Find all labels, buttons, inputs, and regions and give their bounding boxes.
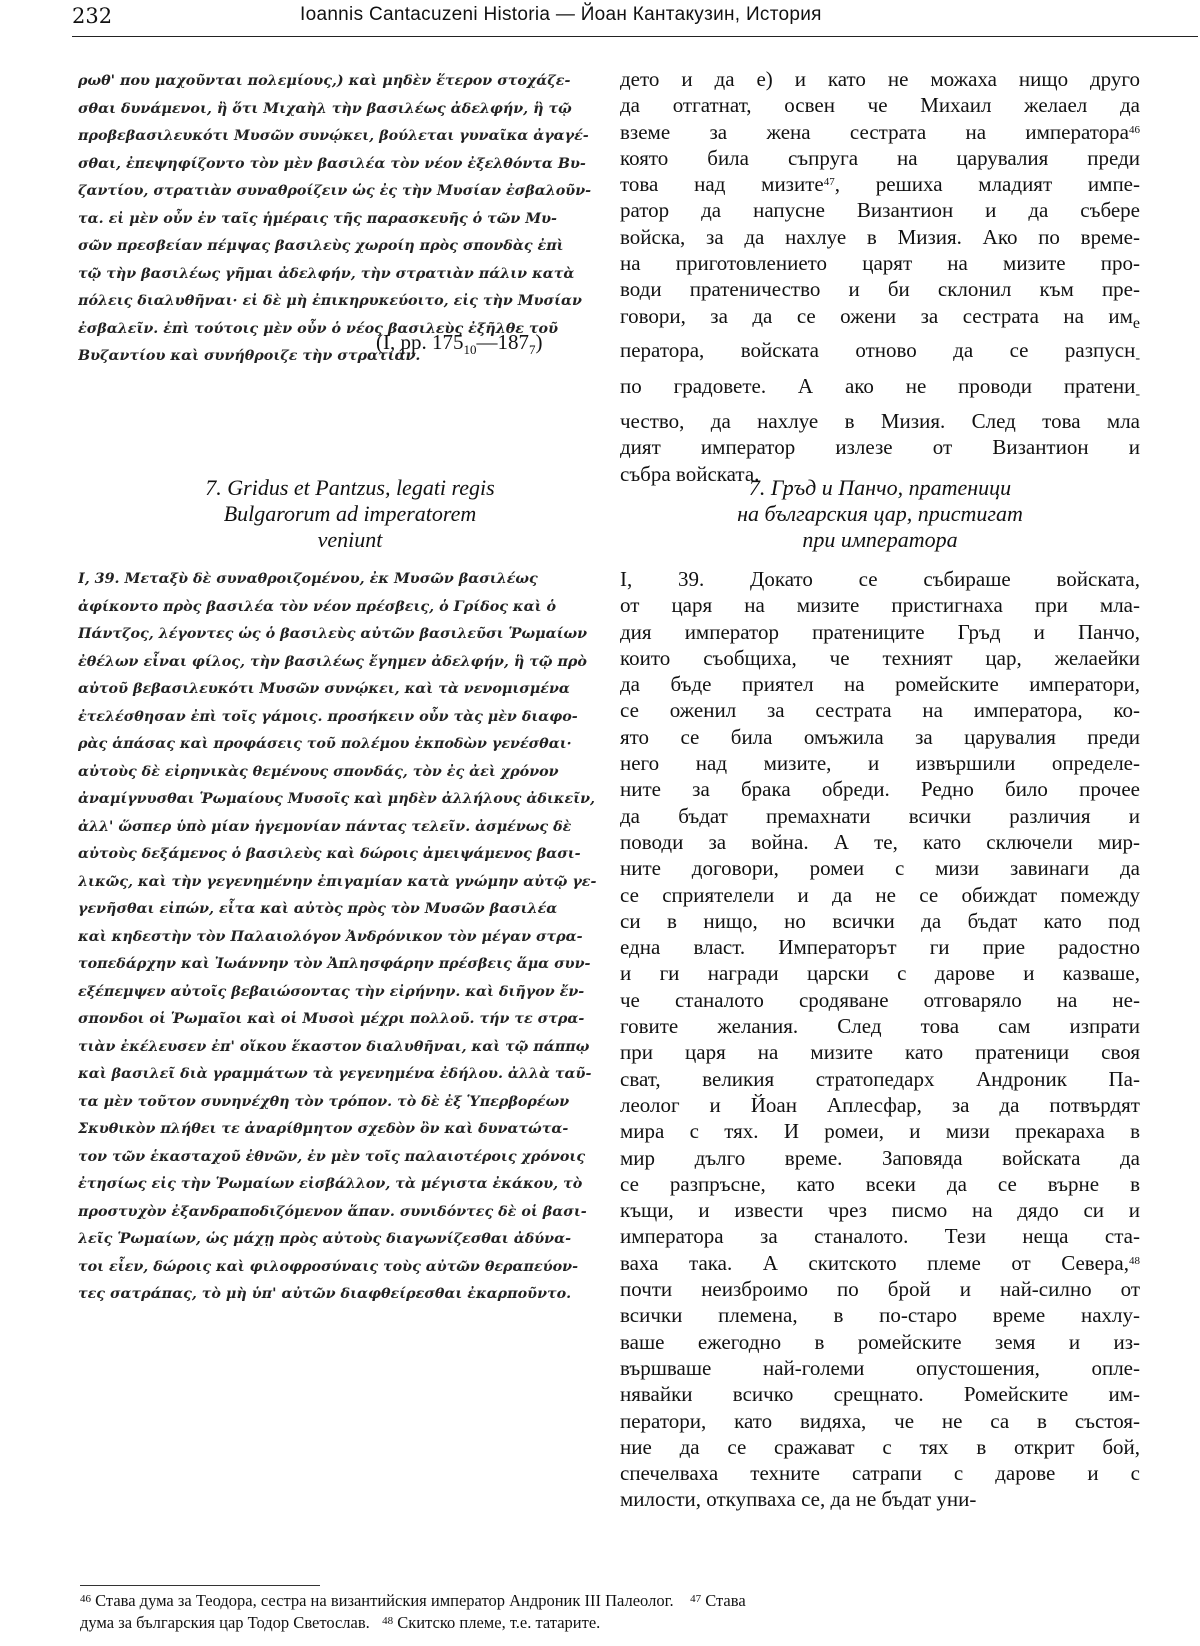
greek-line: ζαντίου, στρατιὰν συναθροίζειν ὡς ἐς τὴν Μυσίαν ἐσβαλοῦν- [78,183,592,199]
greek-text-top [78,68,598,371]
text-line: ратор да напусне Византион и да събере [620,198,1140,223]
footnote-line-1: $^{46}$ Става дума за Теодора, сестра на византийския император Андроник III Палеолог. $^{47}$ Става [80,1591,746,1610]
text-line: войска, за да нахлуе в Мизия. Ако по време- [620,224,1140,249]
greek-line: τες σατράπας, τὸ μὴ ὑπ' αὐτῶν διαφθείρεσθαι ἐκαρποῦντο. [78,1286,572,1302]
text-line: нявайки всичко срещнато. Ромейските им- [620,1382,1140,1407]
hyphen-mark: е [1132,314,1140,332]
greek-line: ἐθέλων εἶναι φίλος, τὴν βασιλέως ἔγημεν ἀδελφήν, ἣ τῷ πρὸ [78,653,587,670]
footnote-rule [80,1585,320,1586]
greek-line: Πάντζος, λέγοντες ὡς ὁ βασιλεὺς αὐτῶν βασιλεῦσι Ῥωμαίων [78,626,588,642]
greek-line: I, 39. Μεταξὺ δὲ συναθροιζομένου, ἐκ Μυσῶν βασιλέως [78,571,538,587]
greek-line: αὐτοὺς δεξάμενος ὁ βασιλεὺς καὶ δώροις ἀμειψάμενος βασι- [78,846,581,862]
page-number: 232 [72,4,113,28]
footnote-marker: 48 [1129,1254,1140,1267]
greek-line: Σκυθικὸν πλήθει τε ἀναρίθμητον σχεδὸν ὂν καὶ δυνατώτα- [78,1121,569,1137]
text-line: събра войската. [620,461,760,486]
bulgarian-text-main [620,566,1140,1513]
greek-line: σπονδοι οἱ Ῥωμαῖοι καὶ οἱ Μυσοὶ μέχρι πολλοῦ. τήν τε στρα- [78,1011,585,1027]
text-line: и ги награди царски с дарове и казваше, [620,961,1140,986]
text-line: вършваше най-големи опустошения, опле- [620,1355,1140,1380]
greek-line: λεῖς Ῥωμαίων, ὡς μάχῃ πρὸς αὐτοὺς διαγωνίζεσθαι ἀδύνα- [78,1231,572,1247]
text-line: императора за станалото. Тези неща ста- [620,1224,1140,1249]
text-line: I, 39. Докато се събираше войската, [620,567,1140,591]
text-line: по градовете. А ако не проводи пратени$_-$ [620,373,1140,402]
text-line: ператори, като видяха, че не са в състоя- [620,1408,1140,1433]
greek-line: ἀφίκοντο πρὸς βασιλέα τὸν νέον πρέσβεις, ὁ Γρίδος καὶ ὁ [78,598,557,615]
greek-line: πόλεις διαλυθῆναι· εἰ δὲ μὴ ἐπικηρυκεύοιτο, εἰς τὴν Μυσίαν [78,293,582,309]
heading-bulgarian: 7. Гръд и Панчо, пратеници на българския цар, пристигат при императора [737,475,1023,552]
greek-line: εξέπεμψεν αὐτοῖς βεβαιώσοντας τὴν εἰρήνην. καὶ διῆγον ἔν- [78,983,585,1000]
text-line: ние да се сражават с тях в открит бой, [620,1434,1140,1459]
greek-line: Βυζαντίου καὶ συνήθροιζε τὴν στρατιάν. [78,348,421,364]
text-line: всички племена, в по-старо време нахлу- [620,1303,1140,1328]
greek-line: ἀναμίγνυσθαι Ῥωμαίους Μυσοῖς καὶ μηδὲν ἀλλήλους ἀδικεῖν, [78,791,596,807]
text-line: милости, откупваха се, да не бъдат уни- [620,1487,977,1512]
greek-line: τῷ τὴν βασιλέως γῆμαι ἀδελφήν, τὴν στρατιὰν πάλιν κατὰ [78,265,575,282]
text-line: поводи за война. А те, като сключели мир- [620,829,1140,854]
text-line: от царя на мизите пристигнаха при мла- [620,593,1140,618]
text-line: си в нищо, но всички да бъдат като под [620,908,1140,933]
greek-line: τα. εἰ μὲν οὖν ἐν ταῖς ἡμέραις τῆς παρασκευῆς ὁ τῶν Μυ- [78,210,557,227]
greek-line: τα μὲν τοῦτον συνηνέχθη τὸν τρόπον. τὸ δὲ ἐξ Ὑπερβορέων [78,1093,570,1110]
text-line: ните договори, ромеи с мизи завинаги да [620,856,1140,881]
text-line: вземе за жена сестрата на императора$^{46}$ [620,119,1140,144]
text-line: сват, великия стратопедарх Андроник Па- [620,1066,1140,1091]
greek-line: αὐτοὺς δὲ εἰρηνικὰς θεμένους σπονδάς, τὸν ἐς ἀεὶ χρόνον [78,763,559,780]
text-line: говите желания. След това сам изпрати [620,1014,1140,1039]
text-line: води пратеничество и би склонил към пре- [620,277,1140,302]
footnote-marker: 46 [1129,123,1140,136]
greek-line: ρὰς ἁπάσας καὶ προφάσεις τοῦ πολέμου ἐκποδὼν γενέσθαι· [78,736,572,752]
page-reference: (I, pp. $175_{10}—187_7$) [376,330,543,358]
text-line: на приготовлението царят на мизите про- [620,251,1140,276]
text-line: се оженил за сестрата на императора, ко- [620,698,1140,723]
greek-line: γενῆσθαι εἰπών, εἶτα καὶ αὐτὸς πρὸς τὸν Μυσῶν βασιλέα [78,901,558,917]
text-line: ните за брака обреди. Редно било прочее [620,777,1140,802]
greek-line: σθαι δυνάμενοι, ἢ ὅτι Μιχαὴλ τὴν βασιλέως ἀδελφήν, ἣ τῷ [78,100,572,117]
text-line: дето и да е) и като не можаха нищо друго [620,67,1140,91]
text-line: това над мизите$^{47}$, решиха младият импе- [620,172,1140,197]
greek-line: ἐτελέσθησαν ἐπὶ τοῖς γάμοις. προσήκειν οὖν τὰς μὲν διαφο- [78,708,578,725]
heading-latin: 7. Gridus et Pantzus, legati regis Bulgarorum ad imperatorem veniunt [205,475,495,552]
text-line: да бъде приятел на ромейските императори, [620,672,1140,697]
greek-line: καὶ βασιλεῖ διὰ γραμμάτων τὰ γεγενημένα ἐδήλου. ἀλλὰ ταῦ- [78,1066,592,1082]
text-line: спечелваха техните сатрапи с дарове и с [620,1461,1140,1486]
greek-line: τοπεδάρχην καὶ Ἰωάννην τὸν Ἀπλησφάρην πρέσβεις ἅμα συν- [78,956,591,972]
text-line: мира с тях. И ромеи, и мизи прекараха в [620,1119,1140,1144]
hyphen-mark: - [1135,351,1140,367]
greek-line: σῶν πρεσβείαν πέμψας βασιλεὺς χωροίη πρὸς σπονδὰς ἐπὶ [78,238,564,254]
greek-line: τοι εἶεν, δώροις καὶ φιλοφροσύναις τοὺς αὐτῶν θεραπεύον- [78,1258,579,1275]
text-line: ято се била омъжила за царувалия преди [620,724,1140,749]
hyphen-mark: - [1135,386,1140,402]
text-line: при царя на мизите като пратеници своя [620,1040,1140,1065]
text-line: които съобщиха, че техният цар, желаейки [620,645,1140,670]
text-line: ваха така. А скитското племе от Севера,$^{48}$ [620,1250,1140,1275]
text-line: почти неизброимо по брой и най-силно от [620,1277,1140,1302]
text-line: него над мизите, и извършили определе- [620,751,1140,776]
greek-line: τον τῶν ἑκασταχοῦ ἐθνῶν, ἐν μὲν τοῖς παλαιοτέροις χρόνοις [78,1148,586,1165]
footnote-marker: 47 [823,176,835,189]
text-line: говори, за да се ожени за сестрата на $им_е$ [620,303,1140,332]
greek-line: προστυχὸν ἐξανδραποδιζόμενον ἅπαν. συνιδόντες δὲ οἱ βασι- [78,1203,587,1220]
text-line: чество, да нахлуе в Мизия. След това мла [620,409,1140,434]
text-line: къщи, и извести чрез писмо на дядо си и [620,1198,1140,1223]
greek-line: τιὰν ἐκέλευσεν ἐπ' οἴκου ἕκαστον διαλυθῆναι, καὶ τῷ πάππῳ [78,1038,590,1055]
greek-line: ρωθ' που μαχοῦνται πολεμίους,) καὶ μηδὲν ἕτερον στοχάζε- [78,73,571,89]
footnote-line-2: дума за българския цар Тодор Светослав. $^{48}$ Скитско племе, т.е. татарите. [80,1613,601,1632]
bulgarian-text-top [620,66,1140,487]
greek-line: καὶ κηδεστὴν τὸν Παλαιολόγον Ἀνδρόνικον τὸν μέγαν στρα- [78,928,583,945]
greek-line: λικῶς, καὶ τὴν γεγενημένην ἐπιγαμίαν κατὰ γνώμην αὐτῷ γε- [78,873,597,890]
greek-line: ἐτησίως εἰς τὴν Ῥωμαίων εἰσβάλλον, τὰ μέγιστα ἐκάκου, τὸ [78,1176,583,1192]
greek-line: προβεβασιλευκότι Μυσῶν συνῴκει, βούλεται γυναῖκα ἀγαγέ- [78,128,589,144]
text-line: която била съпруга на царувалия преди [620,145,1140,170]
text-line: мир дълго време. Заповяда войската да [620,1145,1140,1170]
greek-line: ἐσβαλεῖν. ἐπὶ τούτοις μὲν οὖν ὁ νέος βασιλεὺς ἐξῆλθε τοῦ [78,320,558,337]
text-line: че станалото сродяване отговаряло на не- [620,987,1140,1012]
greek-line: ἀλλ' ὥσπερ ὑπὸ μίαν ἡγεμονίαν πάντας τελεῖν. ἀσμένως δὲ [78,818,572,835]
greek-line: σθαι, ἐπεψηφίζοντο τὸν μὲν βασιλέα τὸν νέον ἐξελθόντα Βυ- [78,155,586,172]
text-line: една власт. Императорът ги прие радостно [620,935,1140,960]
text-line: се разпръсне, като всеки да се върне в [620,1171,1140,1196]
text-line: леолог и Йоан Аплесфар, за да потвърдят [620,1092,1140,1117]
greek-line: αὐτοῦ βεβασιλευκότι Μυσῶν συνῴκει, καὶ τὰ νενομισμένα [78,681,570,697]
header-rule [72,36,1198,37]
text-line: се сприятелели и да не се обиждат помежду [620,882,1140,907]
text-line: дия император пратениците Гръд и Панчо, [620,619,1140,644]
greek-text-main [78,566,598,1309]
text-line: дият император излезе от Византион и [620,435,1140,460]
text-line: ваше ежегодно в ромейските земя и из- [620,1329,1140,1354]
running-title: Ioannis Cantacuzeni Historia — Йоан Кантакузин, История [300,4,822,25]
text-line: да отгатнат, освен че Михаил желаел да [620,93,1140,118]
text-line: ператора, войската отново да се разпусн$_-$ [620,338,1140,367]
text-line: да бъдат премахнати всички различия и [620,803,1140,828]
